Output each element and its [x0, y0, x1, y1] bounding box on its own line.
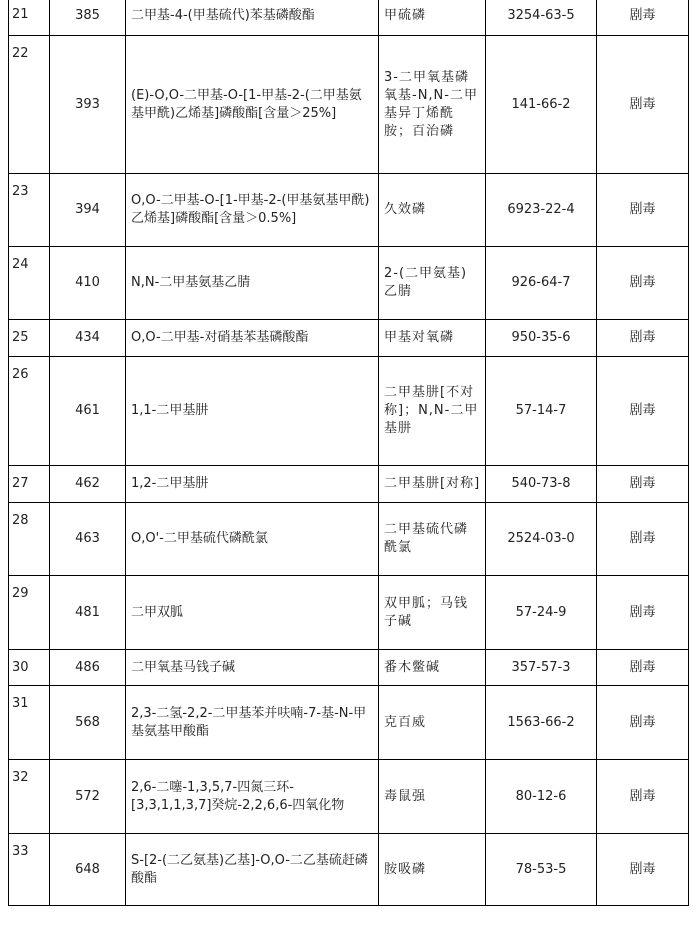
- cas-number: 80-12-6: [486, 760, 597, 834]
- chemical-table: [8, 0, 689, 906]
- catalog-number: 572: [50, 760, 126, 834]
- chemical-name: O,O'-二甲基硫代磷酰氯: [126, 503, 379, 576]
- chemical-alias: 番木鳖碱: [379, 650, 486, 686]
- cas-number: 950-35-6: [486, 320, 597, 357]
- catalog-number: 393: [50, 36, 126, 174]
- cas-number: 540-73-8: [486, 466, 597, 503]
- hazard-note: 剧毒: [597, 834, 689, 906]
- row-index: 22: [9, 36, 50, 174]
- chemical-name: S-[2-(二乙氨基)乙基]-O,O-二乙基硫赶磷酸酯: [126, 834, 379, 906]
- chemical-name: O,O-二甲基-O-[1-甲基-2-(甲基氨基甲酰)乙烯基]磷酸酯[含量＞0.5%]: [126, 174, 379, 247]
- hazard-note: 剧毒: [597, 576, 689, 650]
- chemical-name: N,N-二甲基氨基乙腈: [126, 247, 379, 320]
- row-index: 29: [9, 576, 50, 650]
- chemical-alias: 甲基对氧磷: [379, 320, 486, 357]
- row-index: 24: [9, 247, 50, 320]
- catalog-number: 568: [50, 686, 126, 760]
- hazard-note: 剧毒: [597, 247, 689, 320]
- cas-number: 3254-63-5: [486, 0, 597, 36]
- catalog-number: 394: [50, 174, 126, 247]
- row-index: 32: [9, 760, 50, 834]
- chemical-alias: 甲硫磷: [379, 0, 486, 36]
- row-index: 28: [9, 503, 50, 576]
- row-index: 31: [9, 686, 50, 760]
- chemical-alias: 二甲基肼[不对称]；N,N-二甲基肼: [379, 357, 486, 466]
- hazard-note: 剧毒: [597, 0, 689, 36]
- cas-number: 78-53-5: [486, 834, 597, 906]
- row-index: 23: [9, 174, 50, 247]
- hazard-note: 剧毒: [597, 357, 689, 466]
- hazard-note: 剧毒: [597, 466, 689, 503]
- hazard-note: 剧毒: [597, 503, 689, 576]
- table-row: [9, 834, 689, 906]
- catalog-number: 462: [50, 466, 126, 503]
- table-row: [9, 0, 689, 36]
- hazard-note: 剧毒: [597, 174, 689, 247]
- chemical-alias: 克百威: [379, 686, 486, 760]
- row-index: 21: [9, 0, 50, 36]
- chemical-alias: 二甲基硫代磷酰氯: [379, 503, 486, 576]
- chemical-alias: 双甲胍；马钱子碱: [379, 576, 486, 650]
- row-index: 25: [9, 320, 50, 357]
- table-row: [9, 466, 689, 503]
- catalog-number: 461: [50, 357, 126, 466]
- chemical-alias: 久效磷: [379, 174, 486, 247]
- catalog-number: 648: [50, 834, 126, 906]
- chemical-name: 二甲氧基马钱子碱: [126, 650, 379, 686]
- catalog-number: 385: [50, 0, 126, 36]
- hazard-note: 剧毒: [597, 36, 689, 174]
- table-row: [9, 576, 689, 650]
- row-index: 30: [9, 650, 50, 686]
- cas-number: 926-64-7: [486, 247, 597, 320]
- row-index: 33: [9, 834, 50, 906]
- catalog-number: 434: [50, 320, 126, 357]
- table-row: [9, 760, 689, 834]
- catalog-number: 486: [50, 650, 126, 686]
- chemical-alias: 2-(二甲氨基)乙腈: [379, 247, 486, 320]
- chemical-name: 二甲双胍: [126, 576, 379, 650]
- chemical-name: 2,3-二氢-2,2-二甲基苯并呋喃-7-基-N-甲基氨基甲酸酯: [126, 686, 379, 760]
- table-row: [9, 357, 689, 466]
- table-row: [9, 650, 689, 686]
- chemical-alias: 毒鼠强: [379, 760, 486, 834]
- catalog-number: 481: [50, 576, 126, 650]
- table-row: [9, 320, 689, 357]
- chemical-alias: 胺吸磷: [379, 834, 486, 906]
- hazard-note: 剧毒: [597, 686, 689, 760]
- chemical-alias: 3-二甲氧基磷氧基-N,N-二甲基异丁烯酰胺；百治磷: [379, 36, 486, 174]
- cas-number: 141-66-2: [486, 36, 597, 174]
- table-row: [9, 247, 689, 320]
- table-row: [9, 686, 689, 760]
- chemical-name: O,O-二甲基-对硝基苯基磷酸酯: [126, 320, 379, 357]
- chemical-name: 1,2-二甲基肼: [126, 466, 379, 503]
- table-row: [9, 174, 689, 247]
- cas-number: 6923-22-4: [486, 174, 597, 247]
- cas-number: 57-24-9: [486, 576, 597, 650]
- table-row: [9, 36, 689, 174]
- cas-number: 2524-03-0: [486, 503, 597, 576]
- hazard-note: 剧毒: [597, 320, 689, 357]
- cas-number: 1563-66-2: [486, 686, 597, 760]
- catalog-number: 463: [50, 503, 126, 576]
- chemical-name: 二甲基-4-(甲基硫代)苯基磷酸酯: [126, 0, 379, 36]
- chemical-name: (E)-O,O-二甲基-O-[1-甲基-2-(二甲基氨基甲酰)乙烯基]磷酸酯[含量＞25%]: [126, 36, 379, 174]
- row-index: 26: [9, 357, 50, 466]
- chemical-alias: 二甲基肼[对称]: [379, 466, 486, 503]
- chemical-name: 2,6-二噻-1,3,5,7-四氮三环-[3,3,1,1,3,7]癸烷-2,2,6,6-四氧化物: [126, 760, 379, 834]
- table-row: [9, 503, 689, 576]
- catalog-number: 410: [50, 247, 126, 320]
- cas-number: 357-57-3: [486, 650, 597, 686]
- hazard-note: 剧毒: [597, 650, 689, 686]
- row-index: 27: [9, 466, 50, 503]
- hazard-note: 剧毒: [597, 760, 689, 834]
- chemical-name: 1,1-二甲基肼: [126, 357, 379, 466]
- cas-number: 57-14-7: [486, 357, 597, 466]
